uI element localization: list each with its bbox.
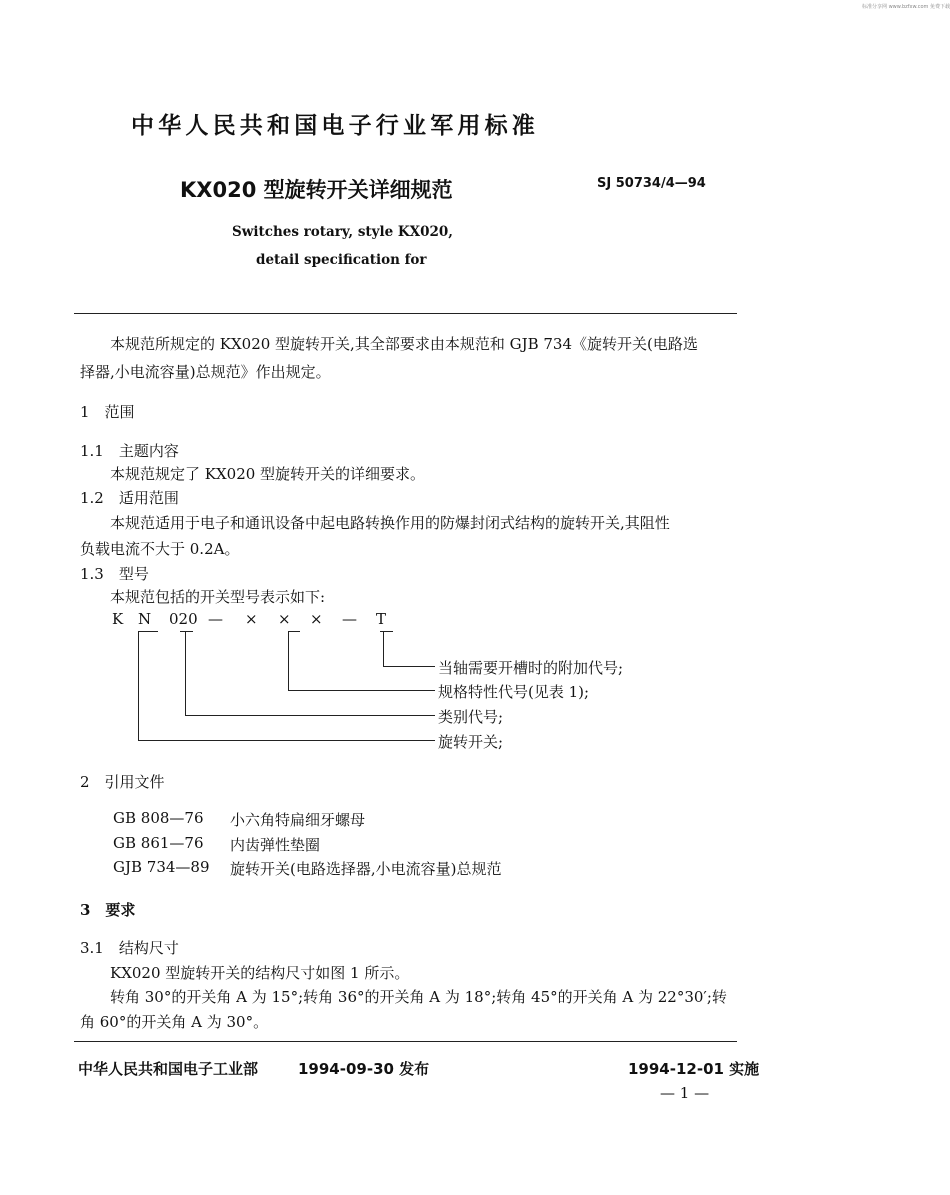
underline-x <box>288 631 300 632</box>
code-part-x-2: × <box>278 610 291 628</box>
code-part-n: N <box>138 610 152 628</box>
underline-020 <box>180 631 193 632</box>
ref-title-3: 旋转开关(电路选择器,小电流容量)总规范 <box>230 860 502 878</box>
code-part-dash-1: — <box>208 610 223 628</box>
section-1-1-text: 本规范规定了 KX020 型旋转开关的详细要求。 <box>110 465 426 483</box>
section-2-heading: 2 引用文件 <box>80 773 165 791</box>
underline-t <box>380 631 393 632</box>
code-part-k: K <box>112 610 124 628</box>
header-rule <box>74 313 737 314</box>
label-category-code: 类别代号; <box>438 708 504 726</box>
section-1-1-heading: 1.1 主题内容 <box>80 442 179 460</box>
connector-kn <box>138 631 139 741</box>
section-1-heading: 1 范围 <box>80 403 135 421</box>
section-3-1-text-2: 转角 30°的开关角 A 为 15°;转角 36°的开关角 A 为 18°;转角 45°的开关角 A 为 22°30′;转 <box>110 988 727 1006</box>
standard-code: SJ 50734/4—94 <box>597 176 706 191</box>
issuer: 中华人民共和国电子工业部 <box>78 1060 259 1078</box>
code-part-dash-2: — <box>342 610 357 628</box>
label-slot-code: 当轴需要开槽时的附加代号; <box>438 659 624 677</box>
code-part-x-1: × <box>245 610 258 628</box>
connector-020 <box>185 631 186 716</box>
intro-line-2: 择器,小电流容量)总规范》作出规定。 <box>80 363 331 381</box>
section-1-2-text-1: 本规范适用于电子和通讯设备中起电路转换作用的防爆封闭式结构的旋转开关,其阻性 <box>110 514 670 532</box>
standard-category-heading: 中华人民共和国电子行业军用标准 <box>131 113 539 139</box>
section-3-1-text-3: 角 60°的开关角 A 为 30°。 <box>80 1013 269 1031</box>
section-3-heading: 3 要求 <box>80 901 136 919</box>
footer-rule <box>74 1041 737 1042</box>
section-1-2-text-2: 负载电流不大于 0.2A。 <box>80 540 240 558</box>
english-title-line-1: Switches rotary, style KX020, <box>232 224 454 240</box>
ref-code-3: GJB 734—89 <box>113 858 210 876</box>
ref-title-2: 内齿弹性垫圈 <box>230 836 321 854</box>
english-title-line-2: detail specification for <box>256 252 427 268</box>
code-part-t: T <box>376 610 387 628</box>
leader-x <box>288 690 435 691</box>
intro-line-1: 本规范所规定的 KX020 型旋转开关,其全部要求由本规范和 GJB 734《旋转开关(电路选 <box>110 335 698 353</box>
section-1-2-heading: 1.2 适用范围 <box>80 489 179 507</box>
ref-code-1: GB 808—76 <box>113 809 204 827</box>
issue-date: 1994-09-30 发布 <box>298 1060 430 1078</box>
label-spec-code: 规格特性代号(见表 1); <box>438 683 590 701</box>
effective-date: 1994-12-01 实施 <box>628 1060 760 1078</box>
section-3-1-text-1: KX020 型旋转开关的结构尺寸如图 1 所示。 <box>110 964 410 982</box>
leader-020 <box>185 715 435 716</box>
connector-t <box>383 631 384 667</box>
document-title: KX020 型旋转开关详细规范 <box>180 178 453 202</box>
ref-code-2: GB 861—76 <box>113 834 204 852</box>
corner-stamp: 标准分享网 www.bzfxw.com 免费下载 <box>862 4 950 10</box>
section-1-3-text: 本规范包括的开关型号表示如下: <box>110 588 326 606</box>
underline-k-n <box>138 631 158 632</box>
leader-t <box>383 666 435 667</box>
section-1-3-heading: 1.3 型号 <box>80 565 149 583</box>
ref-title-1: 小六角特扁细牙螺母 <box>230 811 366 829</box>
label-rotary-switch: 旋转开关; <box>438 733 504 751</box>
page-number: — 1 — <box>660 1084 710 1102</box>
code-part-020: 020 <box>169 610 198 628</box>
section-3-1-heading: 3.1 结构尺寸 <box>80 939 179 957</box>
connector-x <box>288 631 289 691</box>
code-part-x-3: × <box>310 610 323 628</box>
leader-kn <box>138 740 435 741</box>
